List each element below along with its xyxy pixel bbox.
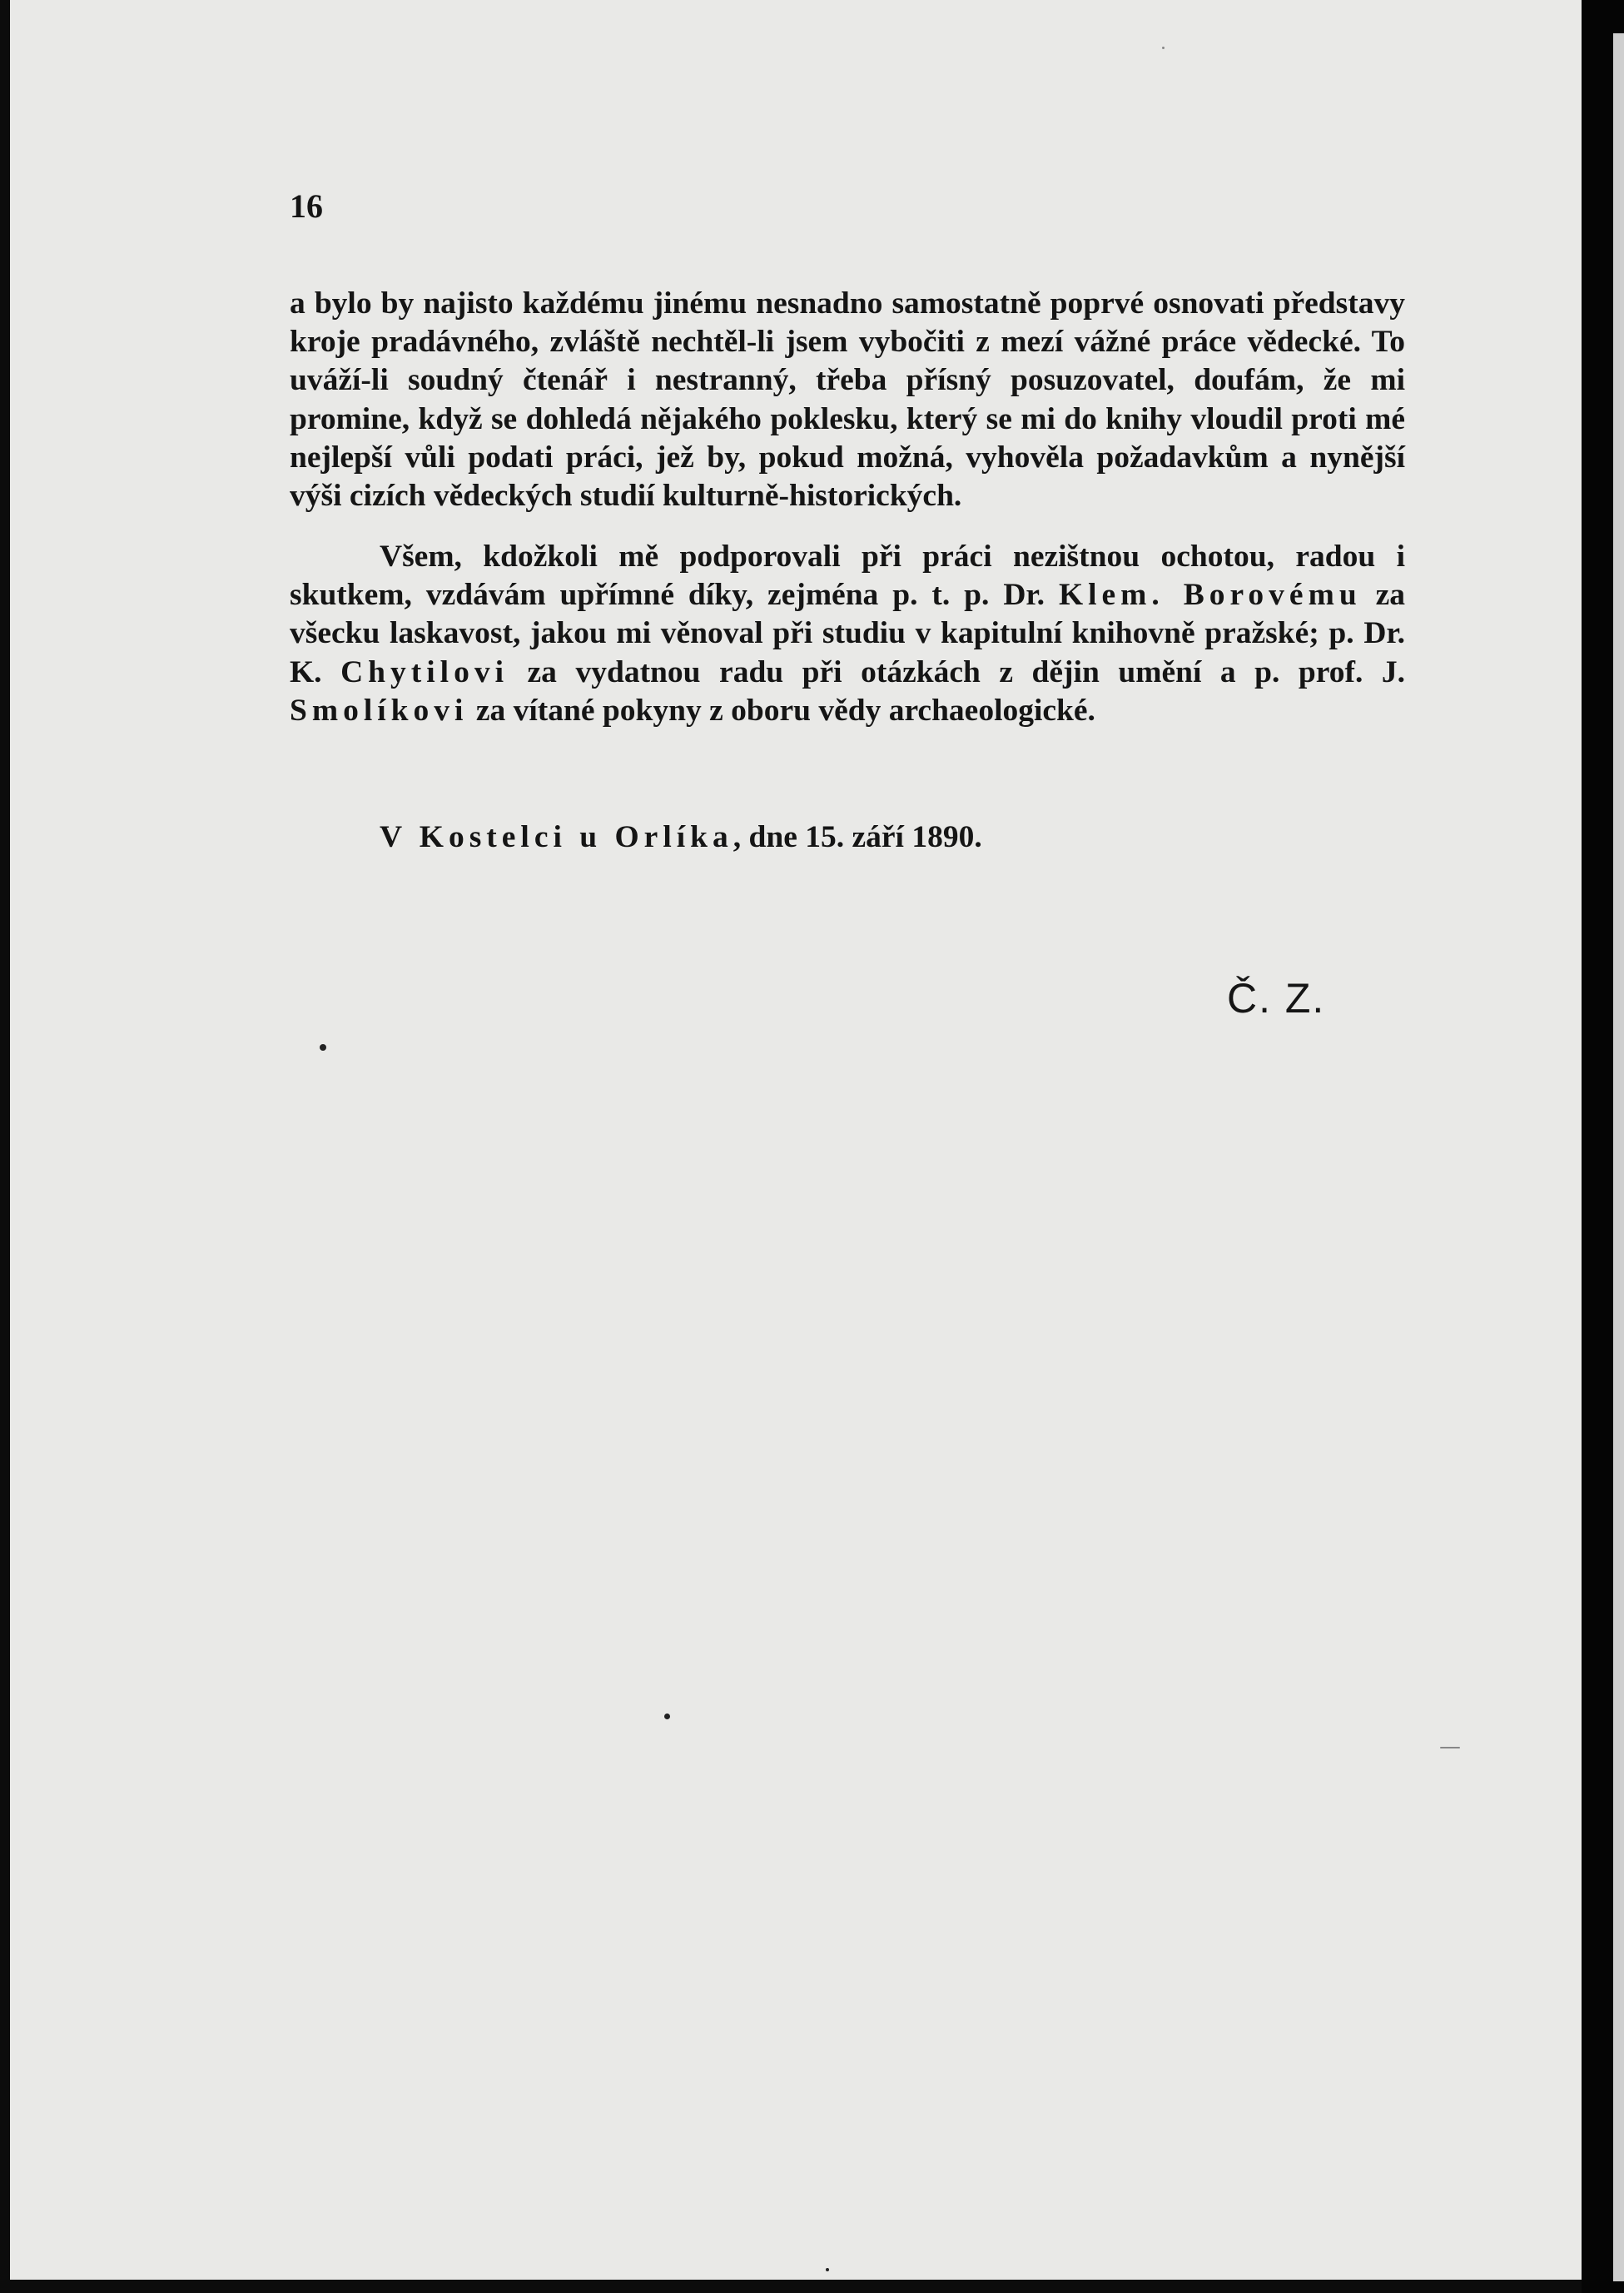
paragraph-text: za vítané pokyny z oboru vědy archaeologické. [468,693,1095,728]
dust-speck [1162,47,1165,49]
name-chytil: Chytilovi [340,654,509,689]
next-page-edge [1613,33,1624,2281]
page-number: 16 [290,187,323,225]
page-edge-shadow [1582,0,1624,2293]
paragraph-1 [290,285,1405,515]
paragraph-text: za vydatnou radu při otázkách z dějin umění a p. prof. J. [509,654,1406,689]
dust-speck [826,2268,829,2271]
paragraph-text: za všecku laskavost, jakou mi věnoval při studiu v kapitulní knihovně pražské; p. Dr. K. [290,578,1406,689]
dust-speck [1440,1747,1460,1748]
paragraph-text: a bylo by najisto každému jinému nesnadno samostatně poprvé osnovati představy kroje pradávného, zvláště nechtěl-li jsem vybočiti z mezí vážné práce vědecké. To uváží-li soudný čtenář i nestranný, třeba přísný posuzovatel, doufám, že mi promine, když se dohledá nějakého poklesku, který se mi do knihy vloudil proti mé nejlepší vůli podati práci, jež by, pokud možná, vyhověla požadavkům a nynější výši cizích vědeckých studií kulturně-historických. [290,286,1405,514]
date-text: , dne 15. září 1890. [733,820,982,854]
name-borovy: Klem. Borovému [1058,578,1362,613]
paragraph-text: Všem, kdožkoli mě podporovali při práci nezištnou ochotou, radou i skutkem, vzdávám upřímné díky, zejména p. t. p. Dr. [290,540,1405,613]
paper-sheet [10,0,1582,2280]
dust-speck [664,1714,670,1719]
place-date-line [380,819,982,855]
dust-speck [320,1044,326,1051]
paragraph-2 [290,538,1405,730]
name-smolik: Smolíkovi [290,693,469,728]
author-initials: Č. Z. [1227,975,1326,1022]
place-name: V Kostelci u Orlíka [380,820,733,854]
